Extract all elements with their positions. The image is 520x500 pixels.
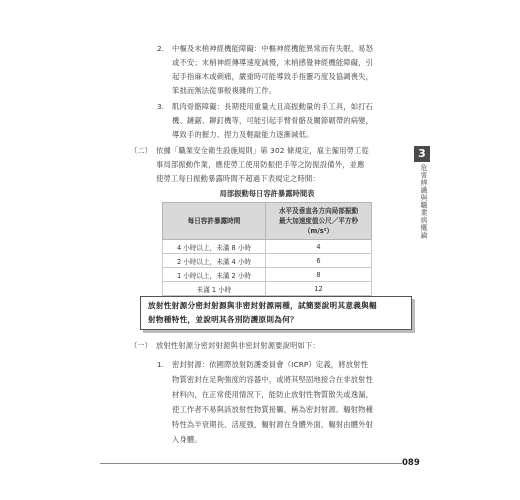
table-cell-time: 未滿 1 小時 bbox=[163, 282, 266, 296]
section-2-number: （二） bbox=[130, 146, 152, 155]
question-line-2: 射物種特性，並說明其各別防護原則為何？ bbox=[148, 315, 298, 324]
table-cell-time: 4 小時以上，未滿 8 小時 bbox=[163, 240, 266, 254]
question-box bbox=[140, 296, 412, 330]
answer-section-1-text: 放射性射源分密封射源與非密封射源要說明如下： bbox=[156, 341, 320, 350]
table-row bbox=[163, 240, 372, 254]
table-row bbox=[163, 282, 372, 296]
table-title: 局部振動每日容許暴露時間表 bbox=[219, 189, 315, 198]
answer-section-1-number: （一） bbox=[130, 341, 152, 350]
answer-item-1-line-1: 密封射源：依國際放射防護委員會（ICRP）定義，將放射性 bbox=[172, 360, 369, 369]
footer-rule bbox=[100, 463, 402, 464]
table-cell-value: 4 bbox=[266, 240, 372, 254]
table-header-acceleration-line-1: 水平及垂直各方向局部振動 bbox=[278, 207, 359, 215]
answer-item-1-line-5: 特性為半衰期長、活度強，輻射源在身體外面，輻射由體外射 bbox=[172, 420, 374, 429]
table-header-acceleration-line-2: 最大加速度值公尺／平方秒（m/s²） bbox=[278, 217, 359, 235]
table-cell-value: 12 bbox=[266, 282, 372, 296]
answer-item-1-line-4: 使工作者不易與該放射性物質接觸，稱為密封射源。輻射物種 bbox=[172, 405, 374, 414]
table-header-time: 每日容許暴露時間 bbox=[163, 203, 266, 240]
table-cell-time: 1 小時以上，未滿 2 小時 bbox=[163, 268, 266, 282]
question-line-1: 放射性射源分密封射源與非密封射源兩種，試簡要說明其意義與輻 bbox=[148, 301, 377, 310]
answer-item-1-line-3: 材料內，在正常使用情況下，能防止放射性物質散失或逸漏， bbox=[172, 390, 374, 399]
item-2-line-3: 起手指麻木或刺痛，嚴重時可能導致手指靈巧度及協調喪失， bbox=[172, 72, 374, 81]
item-2-line-1: 中樞及末梢神經機能障礙：中樞神經機能異常而有失眠、易怒 bbox=[172, 44, 374, 53]
table-row bbox=[163, 254, 372, 268]
table-header-row bbox=[163, 203, 372, 240]
exposure-table bbox=[162, 202, 372, 296]
section-2-line-3: 使勞工每日振動暴露時間不超過下表規定之時間： bbox=[156, 174, 320, 183]
item-3-number: 3. bbox=[157, 102, 164, 111]
chapter-tab: 3 bbox=[414, 146, 430, 162]
item-3-line-2: 機、鏈鋸、鉚釘機等，可能引起手臂骨骼及關節韌帶的病變， bbox=[172, 116, 374, 125]
item-2-line-2: 或不安；末梢神經傳導速度減慢，末梢感覺神經機能障礙，引 bbox=[172, 58, 374, 67]
item-3-line-3: 導致手的握力、捏力及輕敲能力逐漸減低。 bbox=[172, 130, 314, 139]
answer-item-1-line-6: 入身體。 bbox=[172, 435, 202, 444]
table-header-acceleration bbox=[266, 203, 372, 240]
answer-item-1-number: 1. bbox=[157, 360, 164, 369]
section-2-line-1: 依據「職業安全衛生設施規則」第 302 條規定，雇主僱用勞工從 bbox=[156, 146, 369, 155]
page-number: 089 bbox=[402, 458, 420, 468]
table-cell-time: 2 小時以上，未滿 4 小時 bbox=[163, 254, 266, 268]
table-row bbox=[163, 268, 372, 282]
item-2-number: 2. bbox=[157, 44, 164, 53]
section-2-line-2: 事局部振動作業，應使勞工使用防振把手等之防振設備外，並應 bbox=[156, 160, 365, 169]
answer-item-1-line-2: 物質密封在足夠強度的容器中，或將其堅固地接合在非放射性 bbox=[172, 375, 374, 384]
item-3-line-1: 肌肉骨骼障礙：長期使用重量大且高振動量的手工具，如打石 bbox=[172, 102, 374, 111]
table-cell-value: 6 bbox=[266, 254, 372, 268]
chapter-title: 危害辨識與職業病概論 bbox=[420, 164, 428, 239]
question-text bbox=[148, 299, 410, 327]
item-2-line-4: 笨拙而無法從事較複雜的工作。 bbox=[172, 86, 277, 95]
table-cell-value: 8 bbox=[266, 268, 372, 282]
